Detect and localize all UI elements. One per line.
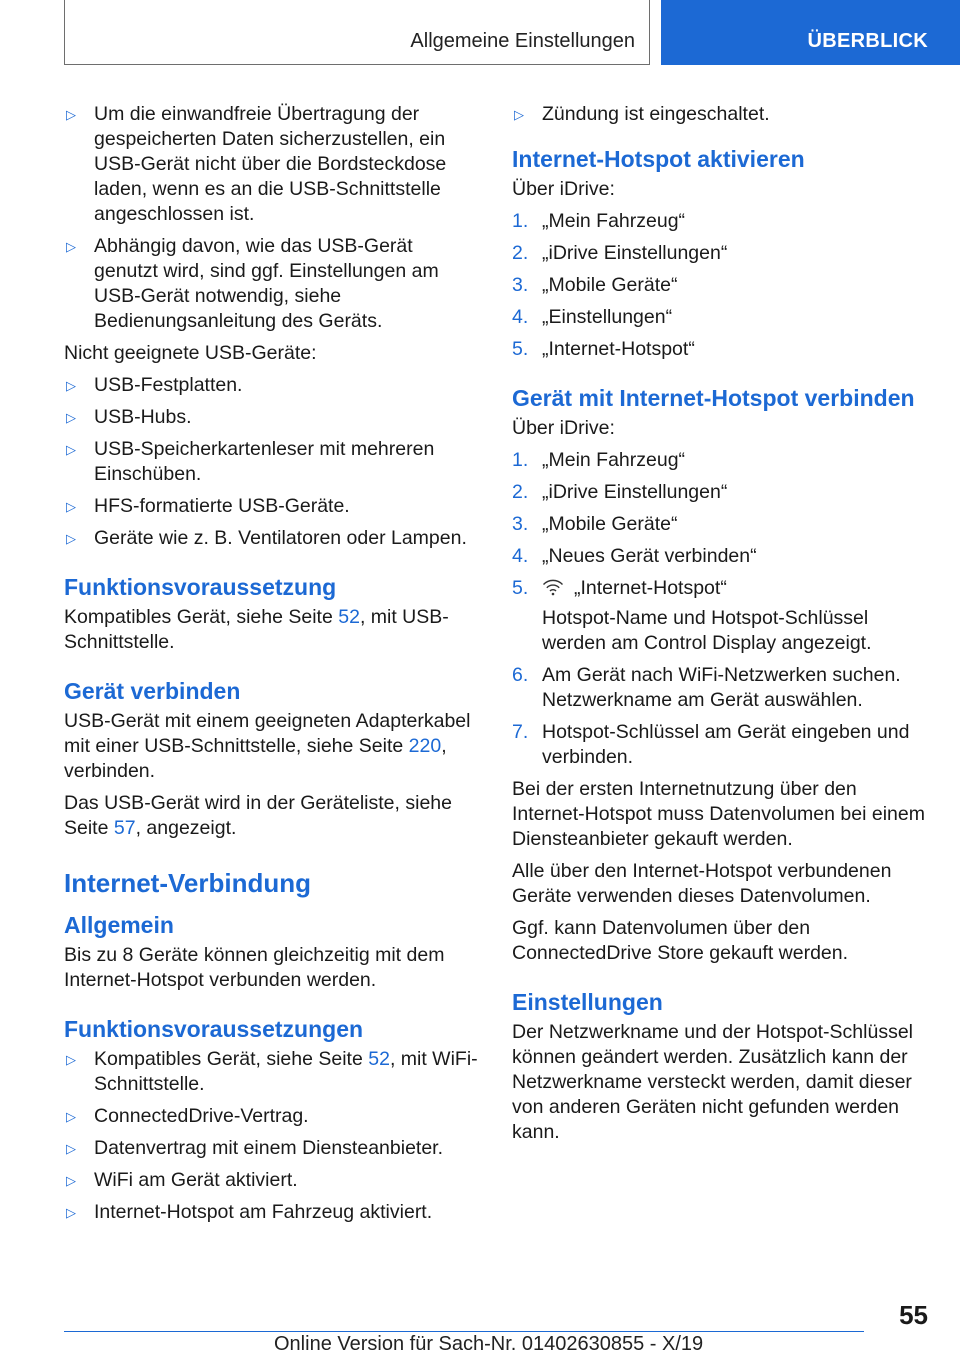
general-heading: Allgemein xyxy=(64,912,174,938)
bullet-text: Datenvertrag mit einem Diensteanbieter. xyxy=(94,1137,444,1159)
step-item xyxy=(512,209,928,234)
step-item xyxy=(512,241,928,266)
connect-device-intro: Über iDrive: xyxy=(512,417,615,439)
page-number: 55 xyxy=(899,1300,928,1330)
bullet-item xyxy=(64,373,478,398)
bullet-marker-icon: ▷ xyxy=(66,531,76,546)
bullet-item xyxy=(64,1200,478,1225)
bullet-text: ConnectedDrive-Vertrag. xyxy=(94,1105,309,1127)
bullet-item xyxy=(64,1168,478,1193)
settings-text: Der Netzwerkname und der Hotspot-Schlüssel können geändert werden. Zusätzlich kann der Netzwerkname versteckt werden, damit dieser von anderen Geräten nicht gefunden werden kann. xyxy=(512,1021,914,1143)
step-item xyxy=(512,512,928,537)
step-number: 1. xyxy=(512,449,529,471)
header-chapter-tab[interactable] xyxy=(661,0,960,65)
connect-heading: Gerät verbinden xyxy=(64,678,241,704)
step-text: „Mobile Geräte“ xyxy=(542,274,678,296)
bullet-text: USB-Festplatten. xyxy=(94,374,243,396)
left-column xyxy=(64,102,478,1232)
bullet-marker-icon: ▷ xyxy=(66,442,76,457)
footer-rule xyxy=(64,1331,864,1332)
footer-text: Online Version für Sach-Nr. 01402630855 - X/19 xyxy=(274,1333,704,1355)
activate-intro: Über iDrive: xyxy=(512,178,615,200)
bullet-item xyxy=(64,526,478,551)
prereq-bullet: ▷ Kompatibles Gerät, siehe Seite 52, mit WiFi-Schnittstelle. xyxy=(66,1048,478,1095)
header-section-box xyxy=(64,0,650,65)
bullet-marker-icon: ▷ xyxy=(66,239,76,254)
step-text: „Mobile Geräte“ xyxy=(542,513,678,535)
activate-step-list xyxy=(512,209,928,362)
prereq-heading: Funktionsvoraussetzung xyxy=(64,574,337,600)
bullet-text: Abhängig davon, wie das USB-Gerät genutzt wird, sind ggf. Einstellungen am USB-Gerät notwendig, siehe Bedienungsanleitung des Geräts. xyxy=(94,235,439,332)
bullet-text: Geräte wie z. B. Ventilatoren oder Lampen. xyxy=(94,527,467,549)
step-number: 3. xyxy=(512,274,529,296)
connect-step-list-continued xyxy=(512,663,928,770)
page-link-57[interactable]: 57 xyxy=(113,817,136,839)
settings-heading: Einstellungen xyxy=(512,989,663,1015)
step-item xyxy=(512,337,928,362)
step-text: „Neues Gerät verbinden“ xyxy=(542,545,757,567)
step-number: 3. xyxy=(512,513,529,535)
bullet-item xyxy=(64,1136,478,1161)
not-suitable-list xyxy=(64,373,478,551)
step-number: 4. xyxy=(512,306,529,328)
page-link-52[interactable]: 52 xyxy=(368,1048,390,1070)
info-para-2: Alle über den Internet-Hotspot verbundenen Geräte verwenden dieses Datenvolumen. xyxy=(512,860,892,907)
header-chapter-title: ÜBERBLICK xyxy=(807,30,928,52)
step-text: „Mein Fahrzeug“ xyxy=(542,210,686,232)
step-text: „Einstellungen“ xyxy=(542,306,673,328)
usb-bullet-list xyxy=(64,102,478,334)
prereqs-heading: Funktionsvoraussetzungen xyxy=(64,1016,364,1042)
step-text: „Internet-Hotspot“ xyxy=(542,338,695,360)
info-para-3: Ggf. kann Datenvolumen über den ConnectedDrive Store gekauft werden. xyxy=(512,917,849,964)
bullet-marker-icon: ▷ xyxy=(66,107,76,122)
bullet-marker-icon: ▷ xyxy=(66,1141,76,1156)
step-number: 2. xyxy=(512,242,529,264)
connect-step-list xyxy=(512,448,928,569)
bullet-item xyxy=(64,1104,478,1129)
bullet-text: HFS-formatierte USB-Geräte. xyxy=(94,495,350,517)
bullet-text: Um die einwandfreie Übertragung der gespeicherten Daten sicherzustellen, ein USB-Gerät nicht über die Bordsteckdose laden, wenn es an die USB-Schnittstelle angeschlossen ist. xyxy=(94,103,447,225)
step-number: 2. xyxy=(512,481,529,503)
step-number: 7. xyxy=(512,721,529,743)
step-number: 5. xyxy=(512,577,529,599)
prereq-text: Kompatibles Gerät, siehe Seite 52, mit USB-Schnittstelle. xyxy=(64,606,449,653)
right-column xyxy=(512,102,928,1152)
step-text: Hotspot-Schlüssel am Gerät eingeben und verbinden. xyxy=(542,721,910,768)
step-item xyxy=(512,480,928,505)
step-5-note: Hotspot-Name und Hotspot-Schlüssel werden am Control Display angezeigt. xyxy=(542,607,872,654)
step-item xyxy=(512,544,928,569)
bullet-item xyxy=(64,405,478,430)
step-item xyxy=(512,305,928,330)
ignition-bullet: ▷ Zündung ist eingeschaltet. xyxy=(514,103,770,125)
bullet-marker-icon: ▷ xyxy=(66,410,76,425)
step-5: 5. „Internet-Hotspot“ xyxy=(512,577,727,599)
bullet-text: USB-Speicherkartenleser mit mehreren Einschüben. xyxy=(94,438,435,485)
not-suitable-intro: Nicht geeignete USB-Geräte: xyxy=(64,342,317,364)
bullet-item xyxy=(64,494,478,519)
bullet-marker-icon: ▷ xyxy=(66,499,76,514)
wifi-icon xyxy=(542,578,564,596)
prereq-list xyxy=(64,1104,478,1225)
step-item xyxy=(512,663,928,713)
bullet-marker-icon: ▷ xyxy=(66,1205,76,1220)
activate-heading: Internet-Hotspot aktivieren xyxy=(512,146,805,172)
bullet-text: Internet-Hotspot am Fahrzeug aktiviert. xyxy=(94,1201,433,1223)
general-text: Bis zu 8 Geräte können gleichzeitig mit dem Internet-Hotspot verbunden werden. xyxy=(64,944,445,991)
bullet-item xyxy=(64,234,478,334)
bullet-marker-icon: ▷ xyxy=(66,1052,76,1067)
info-para-1: Bei der ersten Internetnutzung über den Internet-Hotspot muss Datenvolumen bei einem Diensteanbieter gekauft werden. xyxy=(512,778,925,850)
connect-text-1: USB-Gerät mit einem geeigneten Adapterkabel mit einer USB-Schnittstelle, siehe Seite 220, verbinden. xyxy=(64,710,471,782)
bullet-marker-icon: ▷ xyxy=(514,107,524,122)
connect-device-heading: Gerät mit Internet-Hotspot verbinden xyxy=(512,385,915,411)
page-link-52[interactable]: 52 xyxy=(338,606,360,628)
step-text: Am Gerät nach WiFi-Netzwerken suchen. Netzwerkname am Gerät auswählen. xyxy=(542,664,901,711)
bullet-marker-icon: ▷ xyxy=(66,378,76,393)
bullet-text: USB-Hubs. xyxy=(94,406,192,428)
header-section-title: Allgemeine Einstellungen xyxy=(410,30,635,52)
step-number: 4. xyxy=(512,545,529,567)
step-text: „iDrive Einstellungen“ xyxy=(542,242,728,264)
bullet-marker-icon: ▷ xyxy=(66,1173,76,1188)
step-text: „Mein Fahrzeug“ xyxy=(542,449,686,471)
page-link-220[interactable]: 220 xyxy=(408,735,442,757)
step-text: „iDrive Einstellungen“ xyxy=(542,481,728,503)
bullet-marker-icon: ▷ xyxy=(66,1109,76,1124)
step-number: 5. xyxy=(512,338,529,360)
connect-text-2: Das USB-Gerät wird in der Geräteliste, siehe Seite 57, angezeigt. xyxy=(64,792,452,839)
step-item xyxy=(512,273,928,298)
step-number: 6. xyxy=(512,664,529,686)
bullet-item xyxy=(64,437,478,487)
step-item xyxy=(512,720,928,770)
bullet-text: WiFi am Gerät aktiviert. xyxy=(94,1169,298,1191)
step-item xyxy=(512,448,928,473)
step-number: 1. xyxy=(512,210,529,232)
bullet-item xyxy=(64,102,478,227)
internet-heading: Internet-Verbindung xyxy=(64,868,311,898)
